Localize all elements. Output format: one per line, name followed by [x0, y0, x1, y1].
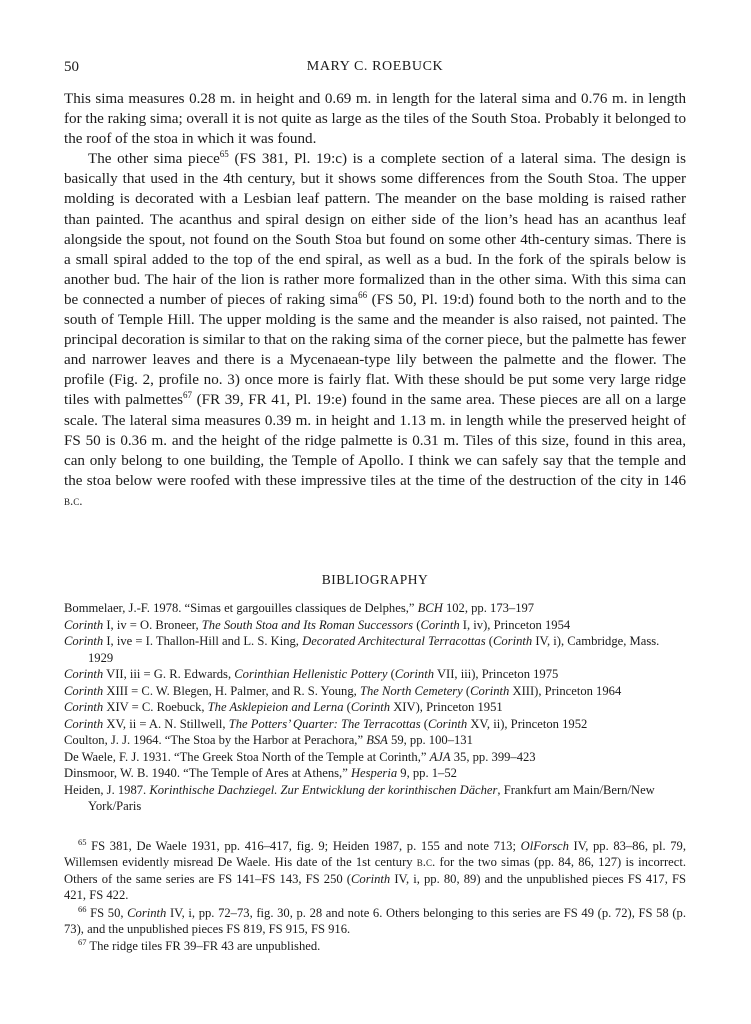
bib-entry — [64, 633, 686, 666]
italic-run: Decorated Architectural Terracottas — [302, 634, 486, 648]
text-run: I, ive = I. Thallon-Hill and L. S. King, — [103, 634, 303, 648]
italic-run: Corinth — [64, 617, 104, 632]
text-run: IV, i, pp. 72–73, fig. 30, p. 28 and note 6. Others belonging to this series are FS 49 (p. 72), FS 58 (p. 73), and the unpublished pieces FS 819, FS 915, FS 916. — [64, 905, 686, 937]
footnote-number: 65 — [78, 837, 87, 847]
text-run: XV, ii = A. N. Stillwell, — [103, 716, 229, 731]
text-run: I, iv = O. Broneer, — [103, 617, 202, 632]
text-run: FS 50, — [86, 905, 128, 920]
bibliography-list — [64, 600, 686, 815]
text-run: 9, pp. 1–52 — [397, 766, 457, 780]
italic-run: The North Cemetery — [359, 683, 463, 698]
text-run: ( — [420, 716, 428, 731]
era-abbr: b.c. — [416, 854, 436, 870]
text-run: XIII = C. W. Blegen, H. Palmer, and R. S. Young, — [103, 683, 360, 698]
paragraph-2 — [64, 149, 686, 511]
bibliography-heading: BIBLIOGRAPHY — [321, 572, 429, 587]
text-run: 102, pp. 173–197 — [442, 601, 535, 615]
italic-run: Corinth — [427, 716, 468, 731]
text-run: The other sima piece — [88, 151, 220, 168]
text-run: 35, pp. 399–423 — [450, 749, 536, 764]
italic-run: Corinth — [127, 905, 167, 920]
italic-run: BCH — [417, 601, 443, 615]
text-run: (FS 381, Pl. 19:c) is a complete section of a lateral sima. The design is basically that used in the 4th century, but it shows some differences from the South Stoa. The upper molding is decorated with a Lesbian leaf pattern. The meander on the base molding is raised rather than painted. The acanthus and spiral design on either side of the lion’s head has an acanthus leaf alongside the spout, not found on the South Stoa but found on some other 4th-century simas. There is a small spiral added to the top of the end spiral, as well as a bud. In the fork of the spirals below is another bud. The hair of the lion is rather more formalized than in the other sima. With this sima can be connected a number of pieces of raking sima — [64, 151, 686, 308]
italic-run: Corinth — [394, 667, 435, 681]
italic-run: Korinthische Dachziegel. Zur Entwicklung der korinthischen Dächer — [149, 782, 498, 797]
footnote-number: 66 — [78, 903, 87, 914]
text-run: (FS 50, Pl. 19:d) found both to the north and to the south of Temple Hill. The upper molding is the same and the meander is also raised, not painted. The principal decoration is similar to that on the raking sima of the corner piece, but the palmette has fewer and narrower leaves and there is a Mycenaean-type lily between the palmette and the flower. The profile (Fig. 2, profile no. 3) once more is fairly flat. With these should be put some very large ridge tiles with palmettes — [64, 291, 687, 409]
text-run: IV, i, pp. 80, 89) and the unpublished pieces FS 417, FS 421, FS 422. — [64, 871, 686, 903]
text-run: 59, pp. 100–131 — [387, 733, 473, 747]
bib-entry — [64, 782, 686, 815]
italic-run: Corinth — [470, 683, 510, 698]
italic-run: Corinth — [64, 634, 104, 648]
italic-run: Hesperia — [350, 766, 398, 780]
footnote-ref-65: 65 — [219, 149, 229, 160]
footnote-66 — [64, 905, 686, 938]
footnote-number: 67 — [78, 937, 87, 948]
italic-run: Corinth — [351, 871, 391, 886]
text-run: ( — [387, 667, 395, 681]
text-run: FS 381, De Waele 1931, pp. 416–417, fig. 9; Heiden 1987, p. 155 and note 713; — [86, 839, 521, 853]
text-run: Heiden, J. 1987. — [64, 782, 150, 797]
footnote-ref-66: 66 — [358, 289, 368, 300]
bib-entry — [64, 617, 686, 634]
text-run: VII, iii = G. R. Edwards, — [103, 667, 235, 681]
page-number: 50 — [64, 59, 79, 75]
text-run: XIII), Princeton 1964 — [509, 683, 622, 698]
italic-run: OlForsch — [520, 839, 569, 853]
italic-run: Corinthian Hellenistic Pottery — [234, 667, 388, 681]
page-header — [64, 59, 686, 79]
body-text — [64, 89, 686, 511]
bib-entry — [64, 732, 686, 749]
footnote-67 — [64, 938, 686, 954]
bib-entry — [64, 716, 686, 733]
italic-run: Corinth — [64, 683, 104, 698]
text-run: XIV = C. Roebuck, — [103, 700, 208, 714]
text-run: De Waele, F. J. 1931. “The Greek Stoa North of the Temple at Corinth,” — [64, 749, 430, 764]
bib-entry — [64, 600, 686, 617]
text-run: XV, ii), Princeton 1952 — [467, 716, 588, 731]
era-abbr: b.c. — [64, 492, 83, 508]
italic-run: Corinth — [64, 667, 104, 681]
text-run: VII, iii), Princeton 1975 — [434, 667, 559, 681]
text-run: XIV), Princeton 1951 — [390, 700, 503, 714]
footnote-65 — [64, 838, 686, 904]
bib-entry — [64, 765, 686, 782]
text-run: ( — [485, 634, 493, 648]
paragraph-1: This sima measures 0.28 m. in height and 0.69 m. in length for the lateral sima and 0.76 m. in length for the raking sima; overall it is not quite as large as the tiles of the South Stoa. Probably it belonged to the roof of the stoa in which it was found. — [64, 91, 686, 148]
text-run: for the two simas (pp. 84, 86, 127) is incorrect. Others of the same series are FS 141–FS 143, FS 250 ( — [64, 855, 686, 886]
bib-entry — [64, 683, 686, 700]
italic-run: Corinth — [64, 700, 104, 714]
bib-entry — [64, 749, 686, 766]
italic-run: The Asklepieion and Lerna — [207, 700, 344, 714]
bib-entry — [64, 699, 686, 716]
bib-entry — [64, 666, 686, 683]
text-run: Bommelaer, J.-F. 1978. “Simas et gargouilles classiques de Delphes,” — [64, 601, 418, 615]
italic-run: Corinth — [420, 617, 460, 632]
italic-run: The South Stoa and Its Roman Successors — [201, 617, 414, 632]
italic-run: Corinth — [64, 716, 104, 731]
running-head: MARY C. ROEBUCK — [306, 59, 444, 74]
italic-run: The Potters’ Quarter: The Terracottas — [228, 716, 421, 731]
text-run: (FR 39, FR 41, Pl. 19:e) found in the same area. These pieces are all on a large scale. The lateral sima measures 0.39 m. in height and 1.13 m. in length while the preserved height of FS 50 is 0.36 m. and the height of the ridge palmette is 0.31 m. Tiles of this size, found in this area, can only belong to one building, the Temple of Apollo. I think we can safely say that the temple and the stoa below were roofed with these impressive tiles at the time of the destruction of the city in 146 — [64, 392, 686, 489]
text-run: I, iv), Princeton 1954 — [459, 617, 571, 632]
text-run: The ridge tiles FR 39–FR 43 are unpublished. — [86, 939, 321, 954]
italic-run: AJA — [429, 749, 451, 764]
text-run: Dinsmoor, W. B. 1940. “The Temple of Ares at Athens,” — [64, 766, 351, 780]
text-run: IV, i), Cambridge, Mass. 1929 — [88, 634, 660, 665]
italic-run: BSA — [366, 733, 388, 747]
text-run: ( — [462, 683, 471, 698]
italic-run: Corinth — [350, 700, 391, 714]
footnotes — [64, 838, 686, 955]
footnote-ref-67: 67 — [183, 390, 193, 401]
italic-run: Corinth — [492, 634, 533, 648]
text-run: Coulton, J. J. 1964. “The Stoa by the Harbor at Perachora,” — [64, 733, 367, 747]
text-run: ( — [413, 617, 421, 632]
text-run: , Frankfurt am Main/Bern/New York/Paris — [88, 782, 655, 813]
text-run: ( — [343, 700, 351, 714]
text-run: IV, pp. 83–86, pl. 79, Willemsen evidently misread De Waele. His date of the 1st century — [64, 839, 686, 870]
